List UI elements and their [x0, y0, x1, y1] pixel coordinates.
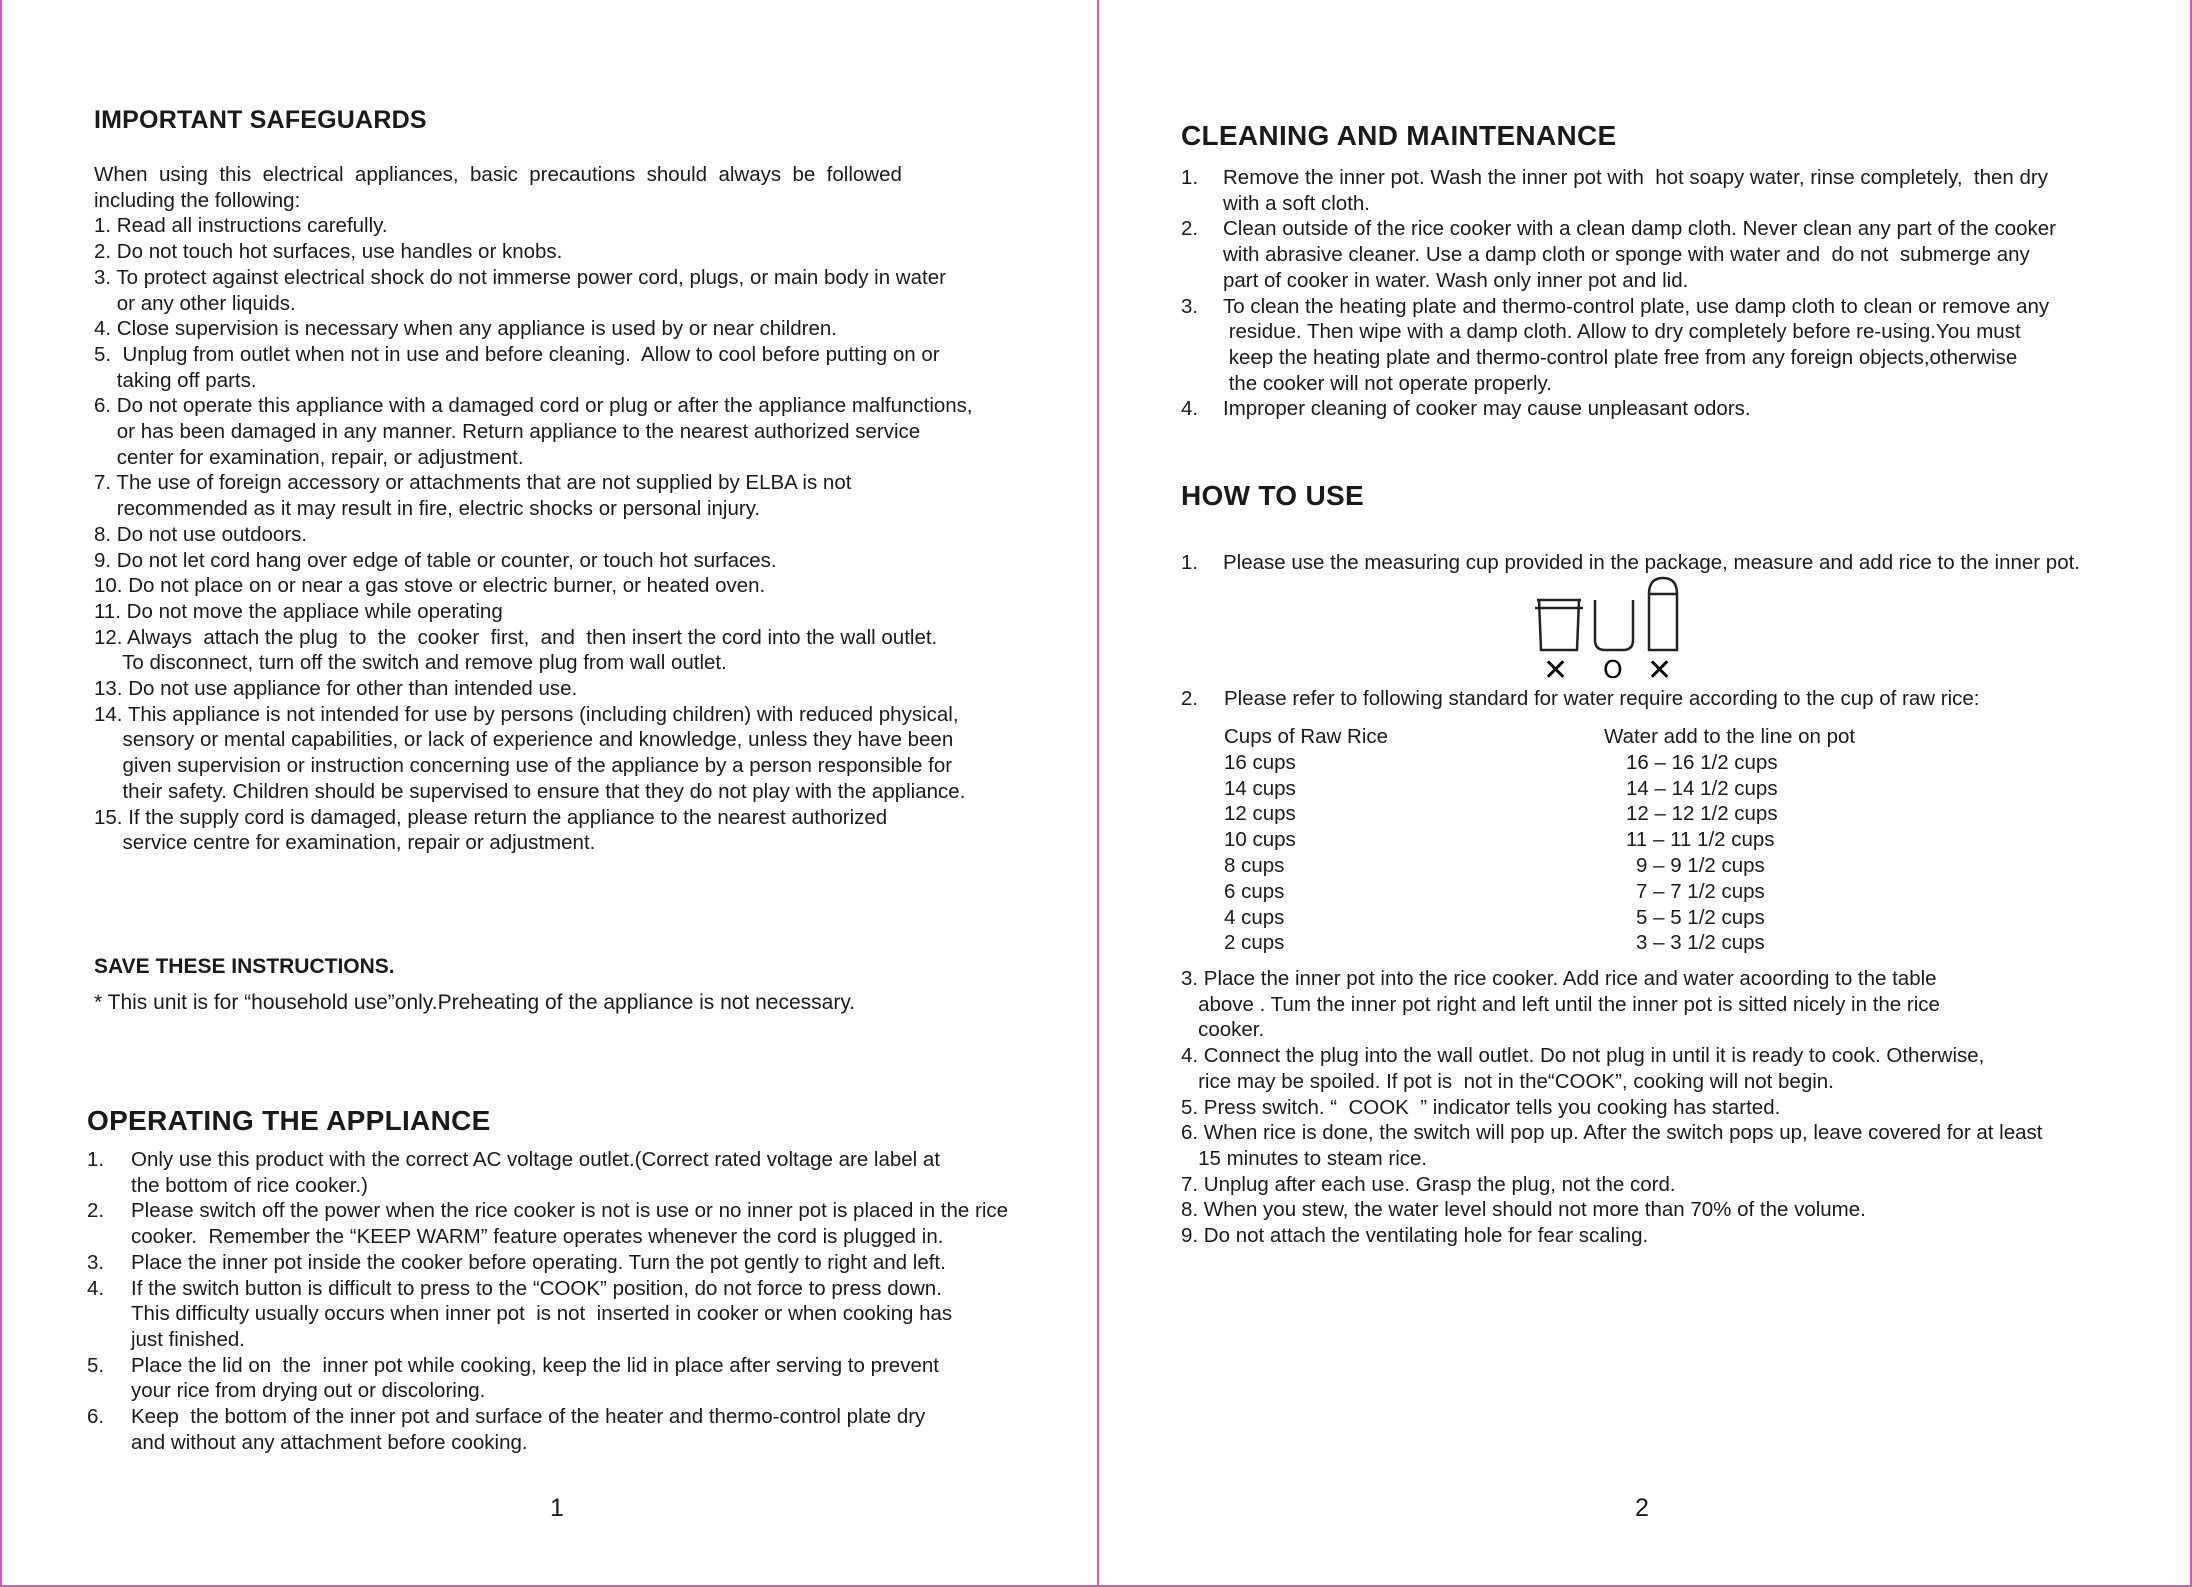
check-mark-middle: O — [1603, 655, 1623, 684]
list-line: Keep the bottom of the inner pot and surface of the heater and thermo-control plate dry — [131, 1405, 926, 1428]
step-line: 4. Connect the plug into the wall outlet. Do not plug in until it is ready to cook. Otherwise, — [1181, 1044, 1985, 1068]
step-line: 3. Place the inner pot into the rice cooker. Add rice and water acoording to the table — [1181, 967, 1937, 990]
step-line: 5. Press switch. “ COOK ” indicator tells you cooking has started. — [1181, 1095, 1781, 1119]
list-line: Place the lid on the inner pot while cooking, keep the lid in place after serving to prevent — [131, 1353, 939, 1377]
safeguard-line: recommended as it may result in fire, electric shocks or personal injury. — [94, 497, 761, 521]
intro-line: including the following: — [94, 188, 301, 212]
table-cell-water: 12 – 12 1/2 cups — [1626, 802, 1778, 826]
list-line: keep the heating plate and thermo-control plate free from any foreign objects,otherwise — [1223, 345, 2018, 369]
list-line: and without any attachment before cooking. — [131, 1430, 528, 1454]
safeguard-line: 9. Do not let cord hang over edge of table or counter, or touch hot surfaces. — [94, 548, 777, 572]
safeguard-line: or has been damaged in any manner. Return appliance to the nearest authorized service — [94, 420, 921, 443]
safeguard-line: 14. This appliance is not intended for use by persons (including children) with reduced physical, — [94, 702, 959, 726]
table-cell-rice: 8 cups — [1224, 853, 1285, 877]
list-line: part of cooker in water. Wash only inner pot and lid. — [1223, 268, 1689, 292]
step-line: 7. Unplug after each use. Grasp the plug, not the cord. — [1181, 1172, 1676, 1196]
operating-title: OPERATING THE APPLIANCE — [87, 1105, 491, 1136]
step-1-number: 1. — [1181, 551, 1199, 574]
table-header-water: Water add to the line on pot — [1604, 725, 1856, 748]
safeguard-line: sensory or mental capabilities, or lack of experience and knowledge, unless they have been — [94, 728, 954, 752]
safeguard-line: their safety. Children should be supervised to ensure that they do not play with the appliance. — [94, 779, 966, 803]
list-line: If the switch button is difficult to press to the “COOK” position, do not force to press down. — [131, 1276, 942, 1300]
water-table-water-column — [1604, 724, 1855, 956]
list-number: 4. — [87, 1276, 105, 1300]
list-line: with abrasive cleaner. Use a damp cloth or sponge with water and do not submerge any — [1223, 243, 2030, 267]
table-cell-rice: 16 cups — [1224, 750, 1296, 774]
list-line: residue. Then wipe with a damp cloth. Allow to dry completely before re-using.You must — [1223, 320, 2021, 344]
list-number: 3. — [1181, 294, 1199, 318]
table-cell-rice: 10 cups — [1224, 828, 1296, 852]
table-cell-water: 11 – 11 1/2 cups — [1626, 828, 1775, 852]
safeguard-line: given supervision or instruction concerning use of the appliance by a person responsible for — [94, 754, 953, 778]
list-number: 1. — [1181, 166, 1199, 189]
table-cell-rice: 6 cups — [1224, 879, 1285, 903]
list-number: 2. — [87, 1199, 105, 1223]
step-line: 8. When you stew, the water level should not more than 70% of the volume. — [1181, 1198, 1866, 1222]
safeguard-line: 4. Close supervision is necessary when any appliance is used by or near children. — [94, 317, 837, 341]
list-line: Please switch off the power when the rice cooker is not is use or no inner pot is placed in the rice — [131, 1199, 1009, 1223]
page-number: 2 — [1635, 1494, 1649, 1522]
page-number: 1 — [550, 1494, 564, 1522]
safeguard-line: taking off parts. — [94, 368, 257, 392]
step-line: above . Tum the inner pot right and left until the inner pot is sitted nicely in the rice — [1181, 992, 1940, 1016]
list-number: 3. — [87, 1250, 105, 1274]
safeguard-line: 13. Do not use appliance for other than intended use. — [94, 677, 578, 700]
step-line: 15 minutes to steam rice. — [1181, 1146, 1428, 1170]
household-note: * This unit is for “household use”only.Preheating of the appliance is not necessary. — [94, 991, 856, 1014]
table-cell-rice: 4 cups — [1224, 905, 1285, 929]
safeguard-line: 5. Unplug from outlet when not in use and before cleaning. Allow to cool before putting on or — [94, 342, 940, 366]
table-cell-water: 16 – 16 1/2 cups — [1626, 750, 1778, 774]
cross-mark-right: ✕ — [1647, 653, 1673, 684]
table-header-rice: Cups of Raw Rice — [1224, 725, 1389, 748]
cross-mark-left: ✕ — [1543, 653, 1569, 684]
step-line: 6. When rice is done, the switch will pop up. After the switch pops up, leave covered for at least — [1181, 1121, 2043, 1145]
list-number: 6. — [87, 1405, 105, 1428]
table-cell-water: 5 – 5 1/2 cups — [1636, 905, 1765, 929]
table-cell-water: 9 – 9 1/2 cups — [1636, 853, 1765, 877]
list-number: 1. — [87, 1148, 105, 1171]
step-line: cooker. — [1181, 1018, 1265, 1042]
list-line: Remove the inner pot. Wash the inner pot with hot soapy water, rinse completely, then dry — [1223, 166, 2048, 189]
safeguard-line: 12. Always attach the plug to the cooker first, and then insert the cord into the wall outlet. — [94, 625, 938, 649]
safeguard-line: or any other liquids. — [94, 291, 296, 315]
list-line: cooker. Remember the “KEEP WARM” feature operates whenever the cord is plugged in. — [131, 1225, 944, 1249]
table-cell-rice: 2 cups — [1224, 931, 1285, 955]
list-line: This difficulty usually occurs when inner pot is not inserted in cooker or when cooking has — [131, 1302, 953, 1326]
narrow-cup-icon — [1595, 600, 1633, 650]
step-line: rice may be spoiled. If pot is not in the“COOK”, cooking will not begin. — [1181, 1069, 1834, 1093]
list-line: Clean outside of the rice cooker with a clean damp cloth. Never clean any part of the cooker — [1223, 217, 2056, 241]
safeguard-line: To disconnect, turn off the switch and remove plug from wall outlet. — [94, 651, 727, 675]
list-line: the bottom of rice cooker.) — [131, 1173, 369, 1197]
safeguards-title: IMPORTANT SAFEGUARDS — [94, 106, 427, 134]
safeguard-line: 10. Do not place on or near a gas stove or electric burner, or heated oven. — [94, 574, 766, 598]
safeguard-line: 6. Do not operate this appliance with a damaged cord or plug or after the appliance malfunctions, — [94, 394, 973, 418]
list-line: To clean the heating plate and thermo-control plate, use damp cloth to clean or remove any — [1223, 294, 2050, 318]
safeguard-line: 15. If the supply cord is damaged, please return the appliance to the nearest authorized — [94, 805, 888, 829]
table-cell-water: 3 – 3 1/2 cups — [1636, 931, 1765, 955]
table-cell-rice: 12 cups — [1224, 802, 1296, 826]
list-line: with a soft cloth. — [1223, 191, 1370, 215]
list-number: 2. — [1181, 217, 1199, 241]
page-right — [1097, 0, 2192, 1587]
safeguard-line: 2. Do not touch hot surfaces, use handles or knobs. — [94, 240, 563, 264]
save-instructions-title: SAVE THESE INSTRUCTIONS. — [94, 955, 395, 978]
intro-line: When using this electrical appliances, basic precautions should always be followed — [94, 163, 902, 186]
list-line: Improper cleaning of cooker may cause unpleasant odors. — [1223, 397, 1751, 421]
safeguard-line: 11. Do not move the appliace while operating — [94, 599, 503, 623]
safeguard-line: 3. To protect against electrical shock do not immerse power cord, plugs, or main body in water — [94, 265, 946, 289]
safeguard-line: 7. The use of foreign accessory or attachments that are not supplied by ELBA is not — [94, 471, 852, 495]
cleaning-title: CLEANING AND MAINTENANCE — [1181, 120, 1617, 151]
list-line: just finished. — [131, 1327, 245, 1351]
list-line: Only use this product with the correct AC voltage outlet.(Correct rated voltage are label at — [131, 1148, 941, 1171]
table-cell-water: 7 – 7 1/2 cups — [1636, 879, 1765, 903]
list-number: 5. — [87, 1353, 105, 1377]
water-table-rice-column — [1224, 724, 1388, 956]
step-2-text: Please refer to following standard for water require according to the cup of raw rice: — [1224, 687, 1980, 710]
table-cell-water: 14 – 14 1/2 cups — [1626, 776, 1778, 800]
safeguard-line: 1. Read all instructions carefully. — [94, 214, 388, 238]
safeguard-line: center for examination, repair, or adjustment. — [94, 445, 524, 469]
step-line: 9. Do not attach the ventilating hole for fear scaling. — [1181, 1224, 1649, 1247]
step-1-text: Please use the measuring cup provided in the package, measure and add rice to the inner pot. — [1223, 551, 2080, 574]
how-to-use-title: HOW TO USE — [1181, 480, 1364, 511]
safeguard-line: service centre for examination, repair or adjustment. — [94, 831, 596, 855]
list-line: the cooker will not operate properly. — [1223, 371, 1552, 395]
tall-cup-icon — [1649, 578, 1677, 650]
list-line: your rice from drying out or discoloring. — [131, 1379, 486, 1403]
list-number: 4. — [1181, 397, 1199, 421]
safeguard-line: 8. Do not use outdoors. — [94, 522, 308, 546]
measuring-cups-figure — [1529, 574, 1679, 684]
list-line: Place the inner pot inside the cooker before operating. Turn the pot gently to right and left. — [131, 1250, 946, 1274]
wide-cup-icon — [1535, 600, 1583, 650]
step-2-number: 2. — [1181, 687, 1199, 710]
table-cell-rice: 14 cups — [1224, 776, 1296, 800]
